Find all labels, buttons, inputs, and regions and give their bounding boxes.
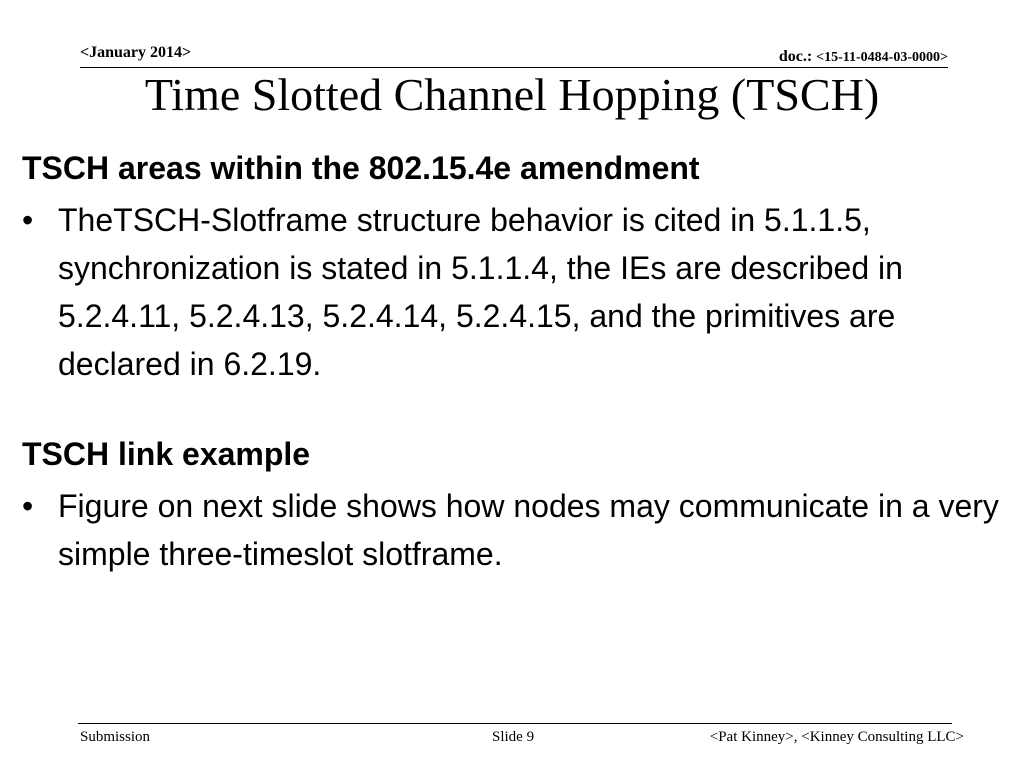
header-doc-reference xyxy=(779,48,948,67)
header-date: <January 2014> xyxy=(80,44,192,61)
spacer xyxy=(22,388,1012,434)
bullet-text: Figure on next slide shows how nodes may communicate in a very simple three-timeslot slotframe. xyxy=(58,488,999,572)
bullet-symbol: • xyxy=(22,202,34,238)
section-heading-link-example: TSCH link example xyxy=(22,436,311,472)
footer-submission: Submission xyxy=(80,729,151,745)
slide-title: Time Slotted Channel Hopping (TSCH) xyxy=(144,69,880,120)
doc-id: <15-11-0484-03-0000> xyxy=(816,50,948,65)
bullet-item-tsch-areas xyxy=(22,196,1012,388)
bullet-symbol: • xyxy=(22,488,34,524)
footer-author: <Pat Kinney>, <Kinney Consulting LLC> xyxy=(709,729,964,745)
footer-slide-number: Slide 9 xyxy=(492,729,535,745)
slide-body xyxy=(22,148,1012,578)
doc-label: doc.: xyxy=(778,48,817,65)
bullet-text: TheTSCH-Slotframe structure behavior is cited in 5.1.1.5, synchronization is stated in 5.1.1.4, the IEs are described in 5.2.4.11, 5.2.4.13, 5.2.4.14, 5.2.4.15, and the primitives are declared in 6.2.19. xyxy=(58,202,903,382)
section-heading-tsch-areas: TSCH areas within the 802.15.4e amendment xyxy=(22,150,700,186)
footer-divider xyxy=(78,723,952,724)
bullet-item-link-example xyxy=(22,482,1012,578)
